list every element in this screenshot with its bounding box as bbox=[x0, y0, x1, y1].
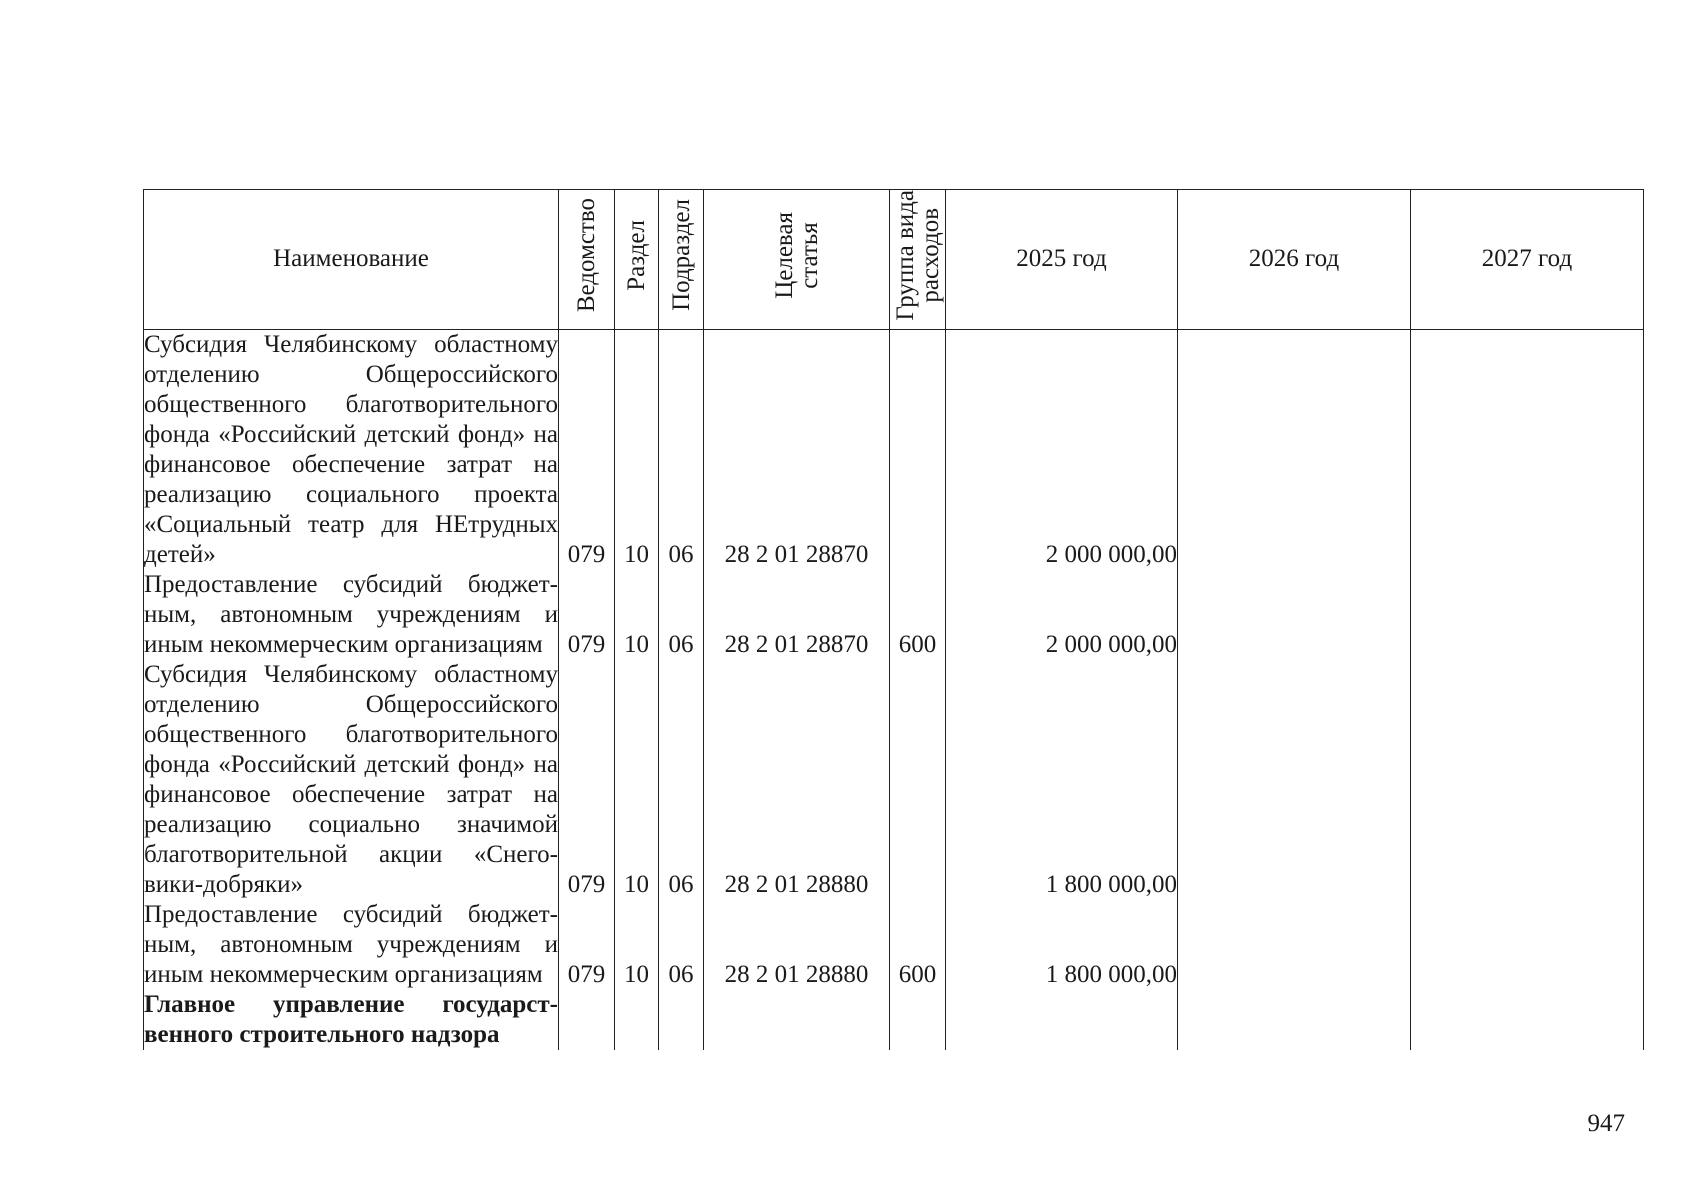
header-row bbox=[144, 190, 1644, 330]
table-row bbox=[144, 660, 1644, 900]
row-amount-2027 bbox=[1411, 660, 1644, 900]
header-year-2026-label: 2026 год bbox=[1248, 245, 1340, 273]
row-amount-2025: 1 800 000,00 bbox=[946, 660, 1178, 900]
table-row bbox=[144, 329, 1644, 570]
header-expense-label bbox=[893, 190, 943, 321]
header-expense-line1: Группа вида bbox=[891, 190, 919, 321]
header-expense-line2: расходов bbox=[916, 207, 944, 303]
row-subsection bbox=[659, 990, 704, 1050]
row-amount-2026 bbox=[1178, 900, 1411, 990]
row-target: 28 2 01 28880 bbox=[704, 900, 890, 990]
row-amount-2027 bbox=[1411, 570, 1644, 660]
row-section: 10 bbox=[615, 660, 659, 900]
row-expense: 600 bbox=[890, 570, 946, 660]
header-year-2025-label: 2025 год bbox=[1016, 245, 1107, 273]
row-amount-2026 bbox=[1178, 990, 1411, 1050]
row-amount-2026 bbox=[1178, 570, 1411, 660]
row-subsection: 06 bbox=[659, 660, 704, 900]
row-target: 28 2 01 28880 bbox=[704, 660, 890, 900]
row-target: 28 2 01 28870 bbox=[704, 329, 890, 570]
row-amount-2026 bbox=[1178, 660, 1411, 900]
table-row bbox=[144, 990, 1644, 1050]
row-amount-2027 bbox=[1411, 329, 1644, 570]
row-amount-2027 bbox=[1411, 900, 1644, 990]
row-expense bbox=[890, 990, 946, 1050]
table-row bbox=[144, 900, 1644, 990]
row-section: 10 bbox=[615, 329, 659, 570]
header-subsection-label: Подраздел bbox=[667, 199, 695, 312]
page-number: 947 bbox=[1587, 1110, 1625, 1137]
table-row bbox=[144, 570, 1644, 660]
header-name-label: Наименование bbox=[273, 245, 429, 273]
header-section bbox=[615, 190, 659, 330]
row-department: 079 bbox=[559, 570, 615, 660]
row-name: Субсидия Челябинскому областному отделению Общероссийского общественного благотворительного фонда «Российский детский фонд» на финансовое обеспечение затрат на реализацию социального проекта «Социальный театр для НЕтрудных детей» bbox=[144, 330, 558, 568]
row-subsection: 06 bbox=[659, 329, 704, 570]
row-section bbox=[615, 990, 659, 1050]
row-name: Субсидия Челябинскому областному отделению Общероссийского общественного благотворительного фонда «Российский детский фонд» на финансовое обеспечение затрат на реализацию социально значимой благотворительной акции «Снеговики-добряки» bbox=[144, 660, 558, 898]
header-year-2027-label: 2027 год bbox=[1481, 245, 1573, 273]
header-year-2026 bbox=[1178, 190, 1411, 330]
row-department: 079 bbox=[559, 329, 615, 570]
row-name: Предоставление субсидий бюджетным, автономным учреждениям и иным некоммерческим организациям bbox=[144, 900, 558, 988]
row-amount-2026 bbox=[1178, 329, 1411, 570]
row-amount-2025: 1 800 000,00 bbox=[946, 900, 1178, 990]
header-section-label: Раздел bbox=[623, 219, 650, 291]
header-target-label bbox=[772, 212, 822, 299]
row-target bbox=[704, 990, 890, 1050]
header-target bbox=[704, 190, 890, 330]
row-subsection: 06 bbox=[659, 570, 704, 660]
row-expense: 600 bbox=[890, 900, 946, 990]
budget-table bbox=[143, 189, 1644, 1050]
row-section: 10 bbox=[615, 570, 659, 660]
header-year-2027 bbox=[1411, 190, 1644, 330]
header-expense bbox=[890, 190, 946, 330]
row-department: 079 bbox=[559, 900, 615, 990]
row-expense bbox=[890, 660, 946, 900]
row-amount-2025: 2 000 000,00 bbox=[946, 329, 1178, 570]
row-name: Предоставление субсидий бюджетным, автономным учреждениям и иным некоммерческим организациям bbox=[144, 570, 558, 658]
row-name: Главное управление государственного строительного надзора bbox=[144, 990, 558, 1048]
row-target: 28 2 01 28870 bbox=[704, 570, 890, 660]
row-expense bbox=[890, 329, 946, 570]
row-amount-2025: 2 000 000,00 bbox=[946, 570, 1178, 660]
header-year-2025 bbox=[946, 190, 1178, 330]
header-name bbox=[144, 190, 559, 330]
header-subsection bbox=[659, 190, 704, 330]
header-department bbox=[559, 190, 615, 330]
header-department-label: Ведомство bbox=[573, 198, 600, 313]
row-subsection: 06 bbox=[659, 900, 704, 990]
row-amount-2027 bbox=[1411, 990, 1644, 1050]
row-department bbox=[559, 990, 615, 1050]
header-target-line1: Целевая bbox=[770, 211, 798, 299]
row-amount-2025 bbox=[946, 990, 1178, 1050]
row-department: 079 bbox=[559, 660, 615, 900]
row-section: 10 bbox=[615, 900, 659, 990]
header-target-line2: статья bbox=[795, 222, 823, 289]
